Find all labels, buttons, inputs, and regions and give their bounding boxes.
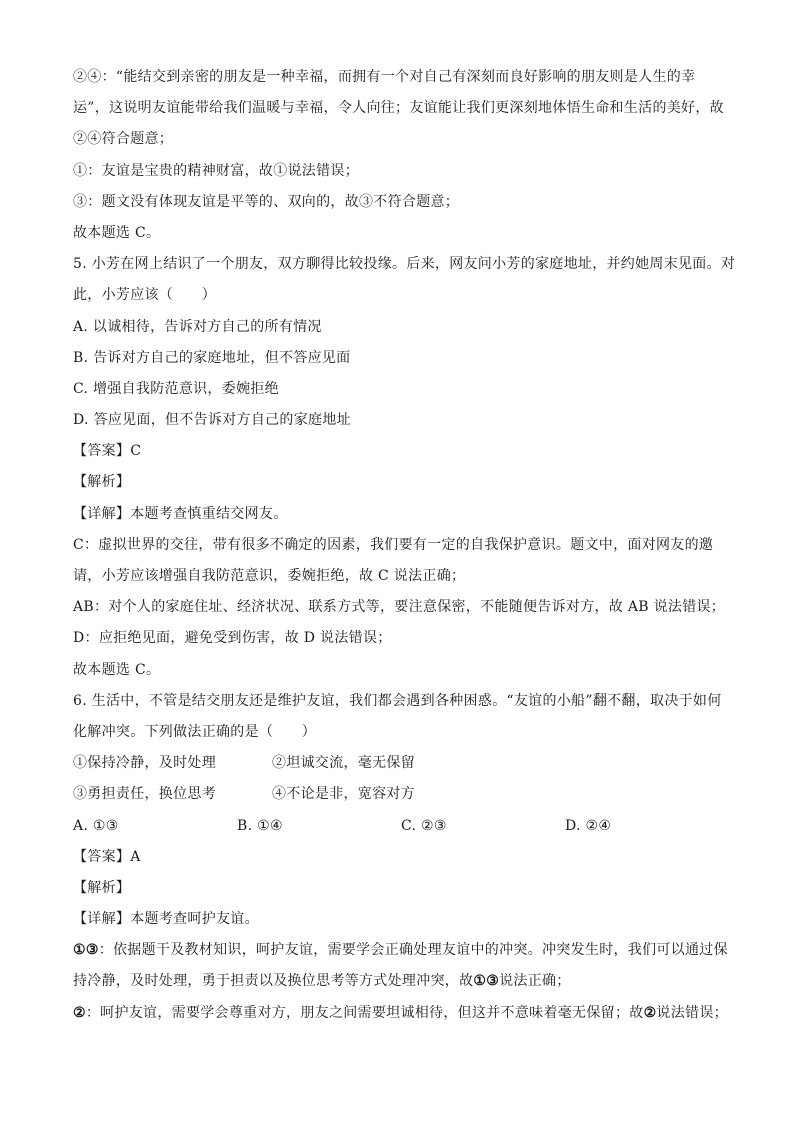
q5-stem: 此，小芳应该（ ） <box>73 287 216 304</box>
q6-option-a: A. ①③ <box>73 817 119 834</box>
q6-item-1: ①保持冷静，及时处理 <box>73 755 216 772</box>
q5-stem: 5. 小芳在网上结识了一个朋友，双方聊得比较投缘。后来，网友问小芳的家庭地址，并约她周末见面。对 <box>73 256 736 273</box>
q6-stem: 化解冲突。下列做法正确的是（ ） <box>73 723 317 740</box>
explanation-text: 说法正确； <box>499 973 571 990</box>
choice-mark: ①③ <box>473 973 500 990</box>
q6-stem: 6. 生活中，不管是结交朋友还是维护友谊，我们都会遇到各种困惑。“友谊的小船”翻不翻，取决于如何 <box>73 692 722 709</box>
q6-item-3: ③勇担责任，换位思考 <box>73 786 216 803</box>
q6-option-d: D. ②④ <box>565 817 612 834</box>
q6-explanation-line <box>73 998 733 1029</box>
q4-analysis-line: 运”，这说明友谊能带给我们温暖与幸福，令人向往；友谊能让我们更深刻地体悟生命和生活的美好，故 <box>73 100 724 117</box>
q5-option-c: C. 增强自我防范意识，委婉拒绝 <box>73 380 279 397</box>
q4-analysis-line: ①：友谊是宝贵的精神财富，故①说法错误； <box>73 162 359 179</box>
q6-option-c: C. ②③ <box>401 817 447 834</box>
q5-detail <box>73 499 733 530</box>
q5-explanation-line: C：虚拟世界的交往，带有很多不确定的因素，我们要有一定的自我保护意识。题文中，面对网友的邀 <box>73 536 714 553</box>
q4-conclusion: 故本题选 C。 <box>73 224 161 241</box>
answer-label: 【答案】 <box>73 443 131 460</box>
choice-mark: ② <box>73 1004 86 1021</box>
q5-option-a: A. 以诚相待，告诉对方自己的所有情况 <box>73 318 322 335</box>
q6-explanation-line <box>73 935 733 966</box>
q4-analysis-line: ③：题文没有体现友谊是平等的、双向的，故③不符合题意； <box>73 193 460 210</box>
q6-items-row <box>73 779 733 810</box>
q5-explanation-line: AB：对个人的家庭住址、经济状况、联系方式等，要注意保密，不能随便告诉对方，故 AB 说法错误； <box>73 599 726 616</box>
q5-explanation-line: 请，小芳应该增强自我防范意识，委婉拒绝，故 C 说法正确； <box>73 568 466 584</box>
detail-text: 本题考查呵护友谊。 <box>130 911 259 928</box>
q6-detail <box>73 904 733 935</box>
detail-text: 本题考查慎重结交网友。 <box>130 505 288 522</box>
detail-label: 【详解】 <box>73 911 131 928</box>
q5-analysis-label: 【解析】 <box>73 474 131 491</box>
q5-explanation-line: D：应拒绝见面，避免受到伤害，故 D 说法错误； <box>73 630 392 647</box>
q6-item-2: ②坦诚交流，毫无保留 <box>272 755 415 772</box>
q6-answer <box>73 842 733 873</box>
document-page <box>73 62 736 1029</box>
detail-label: 【详解】 <box>73 505 131 522</box>
q4-analysis-line: ②④符合题意； <box>73 131 174 148</box>
q5-option-b: B. 告诉对方自己的家庭地址，但不答应见面 <box>73 349 351 366</box>
q6-item-4: ④不论是非，宽容对方 <box>272 786 415 803</box>
q5-conclusion: 故本题选 C。 <box>73 661 161 678</box>
q6-items-row <box>73 748 733 779</box>
q6-analysis-label: 【解析】 <box>73 879 131 896</box>
q6-options-row <box>73 811 733 842</box>
q4-analysis-line: ②④：“能结交到亲密的朋友是一种幸福，而拥有一个对自己有深刻而良好影响的朋友则是人生的幸 <box>73 69 696 85</box>
answer-value: A <box>130 848 141 865</box>
explanation-text: ：呵护友谊，需要学会尊重对方，朋友之间需要坦诚相待，但这并不意味着毫无保留；故 <box>85 1004 644 1021</box>
q6-option-b: B. ①④ <box>237 817 283 834</box>
explanation-text: 说法错误； <box>656 1004 728 1021</box>
answer-value: C <box>130 443 142 460</box>
q6-explanation-line <box>73 966 733 997</box>
choice-mark: ①③ <box>73 942 99 959</box>
answer-label: 【答案】 <box>73 848 131 865</box>
explanation-text: ：依据题干及教材知识，呵护友谊，需要学会正确处理友谊中的冲突。冲突发生时，我们可以通过保 <box>98 942 728 959</box>
explanation-text: 持冷静，及时处理，勇于担责以及换位思考等方式处理冲突，故 <box>73 973 474 990</box>
q5-answer <box>73 436 733 467</box>
q5-option-d: D. 答应见面，但不告诉对方自己的家庭地址 <box>73 412 351 429</box>
choice-mark: ② <box>643 1004 657 1021</box>
